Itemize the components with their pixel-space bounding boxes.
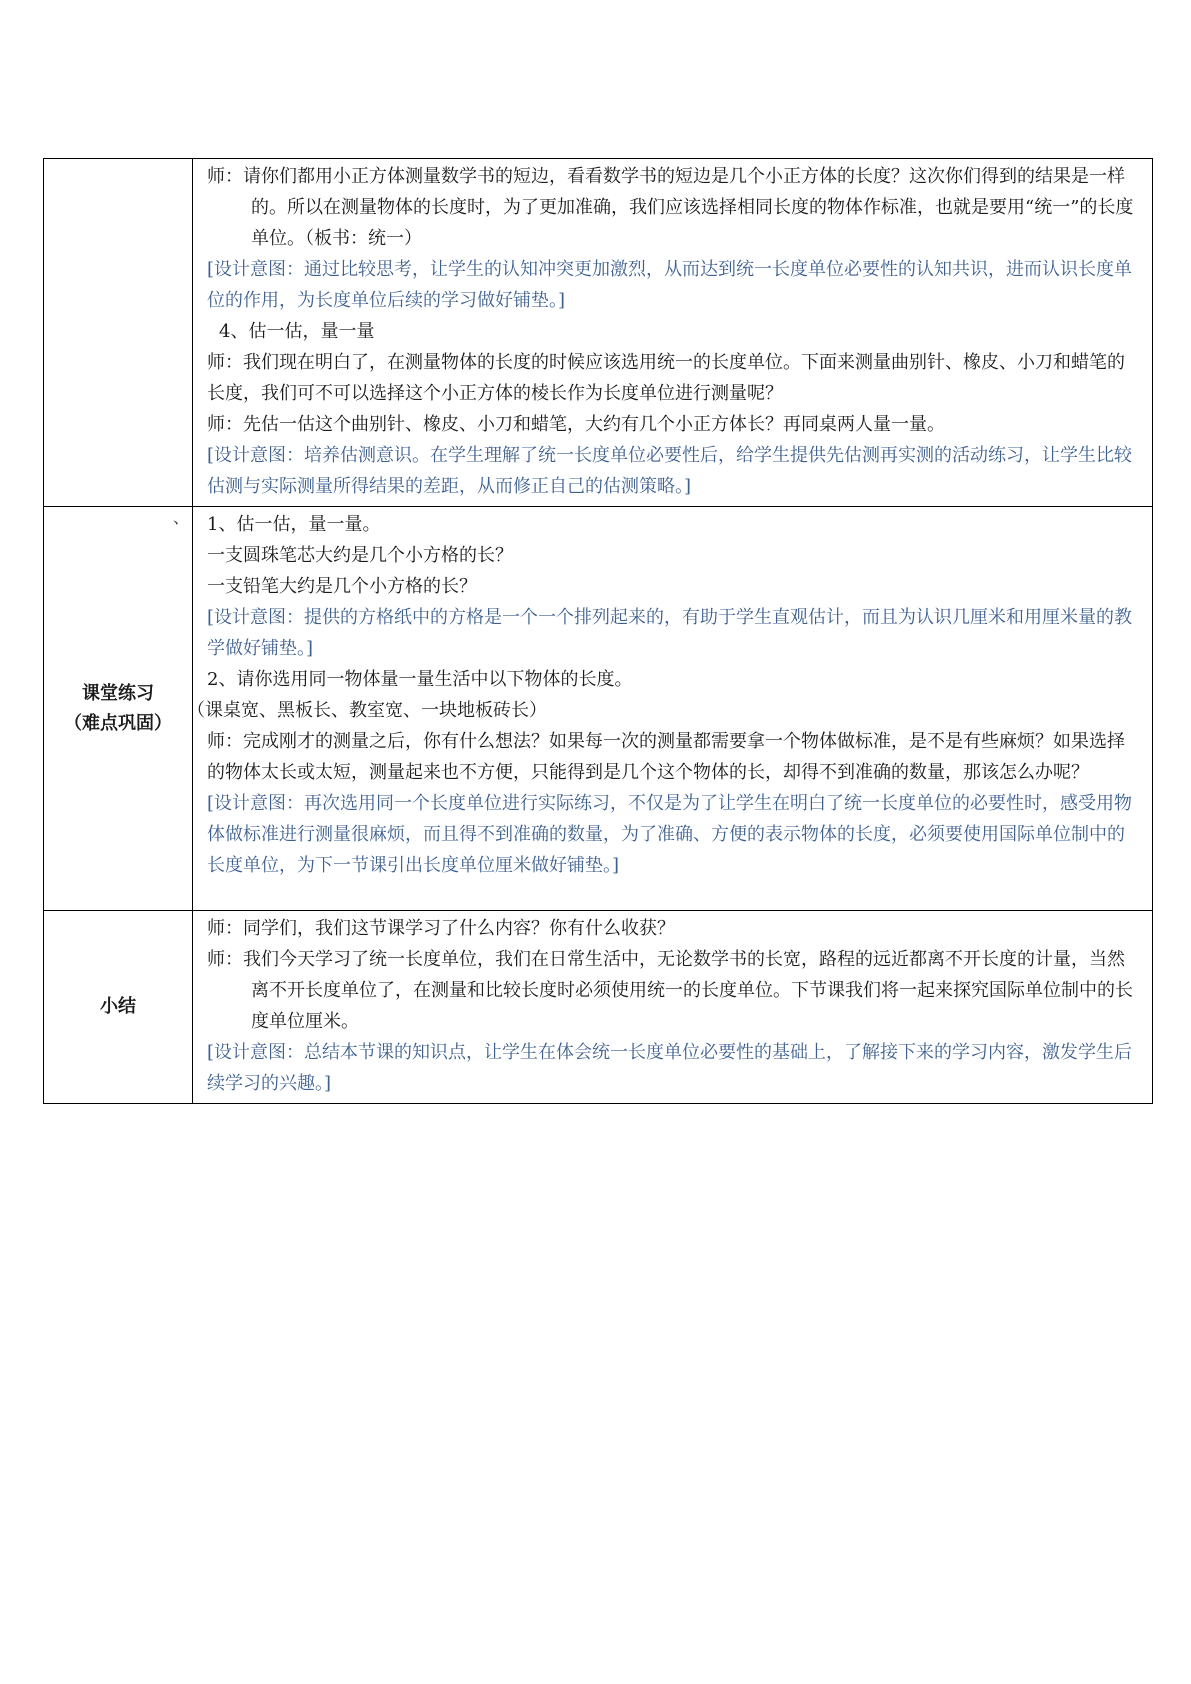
exercise-question: 一支铅笔大约是几个小方格的长？ [207,576,477,597]
teacher-dialogue: 师：我们今天学习了统一长度单位，我们在日常生活中，无论数学书的长宽，路程的远近都离不开长度的计量，当然离不开长度单位了，在测量和比较长度时必须使用统一的长度单位。下节课我们将一起来探究国际单位制中的长度单位厘米。 [207,949,1133,1032]
section-content-cell [193,911,1153,1104]
design-intent-note: [设计意图：培养估测意识。在学生理解了统一长度单位必要性后，给学生提供先估测再实测的活动练习，让学生比较估测与实际测量所得结果的差距，从而修正自己的估测策略。] [207,445,1133,497]
section-content-cell [173,507,1153,911]
design-intent-note: [设计意图：提供的方格纸中的方格是一个一个排列起来的，有助于学生直观估计，而且为认识几厘米和用厘米量的教学做好铺垫。] [207,607,1133,659]
teacher-dialogue: 师：请你们都用小正方体测量数学书的短边，看看数学书的短边是几个小正方体的长度？这次你们得到的结果是一样的。所以在测量物体的长度时，为了更加准确，我们应该选择相同长度的物体作标准，也就是要用“统一”的长度单位。（板书：统一） [207,166,1134,249]
exercise-question: 一支圆珠笔芯大约是几个小方格的长？ [207,545,513,566]
section-label-cell [44,911,193,1104]
section-label: 小结 [100,996,136,1017]
punctuation-mark: 、 [173,508,190,527]
section-label: 课堂练习 [82,682,154,704]
design-intent-note: [设计意图：总结本节课的知识点，让学生在体会统一长度单位必要性的基础上，了解接下来的学习内容，激发学生后续学习的兴趣。] [207,1042,1133,1094]
table-row [44,159,1153,507]
exercise-heading: 1、估一估，量一量。 [207,514,381,535]
design-intent-note: [设计意图：通过比较思考，让学生的认知冲突更加激烈，从而达到统一长度单位必要性的认知共识，进而认识长度单位的作用，为长度单位后续的学习做好铺垫。] [207,259,1133,311]
table-row [44,911,1153,1104]
teacher-dialogue: 师：先估一估这个曲别针、橡皮、小刀和蜡笔，大约有几个小正方体长？再同桌两人量一量。 [207,414,945,435]
exercise-item-list: （课桌宽、黑板长、教室宽、一块地板砖长） [187,700,547,721]
section-sublabel: （难点巩固） [64,712,172,734]
design-intent-note: [设计意图：再次选用同一个长度单位进行实际练习，不仅是为了让学生在明白了统一长度单位的必要性时，感受用物体做标准进行测量很麻烦，而且得不到准确的数量，为了准确、方便的表示物体的长度，必须要使用国际单位制中的长度单位，为下一节课引出长度单位厘米做好铺垫。] [207,793,1133,876]
section-label-cell [44,159,193,507]
teacher-dialogue: 师：完成刚才的测量之后，你有什么想法？如果每一次的测量都需要拿一个物体做标准，是不是有些麻烦？如果选择的物体太长或太短，测量起来也不方便，只能得到是几个这个物体的长，却得不到准确的数量，那该怎么办呢？ [207,731,1125,783]
teacher-dialogue: 师：我们现在明白了，在测量物体的长度的时候应该选用统一的长度单位。下面来测量曲别针、橡皮、小刀和蜡笔的长度，我们可不可以选择这个小正方体的棱长作为长度单位进行测量呢？ [207,352,1125,404]
exercise-heading: 2、请你选用同一物体量一量生活中以下物体的长度。 [207,669,633,690]
table-row [44,507,1153,911]
activity-heading: 4、估一估，量一量 [219,321,375,342]
section-label-cell [44,507,193,911]
section-content-cell [193,159,1153,507]
lesson-plan-table [43,158,1153,1104]
teacher-dialogue: 师：同学们，我们这节课学习了什么内容？你有什么收获？ [207,918,675,939]
